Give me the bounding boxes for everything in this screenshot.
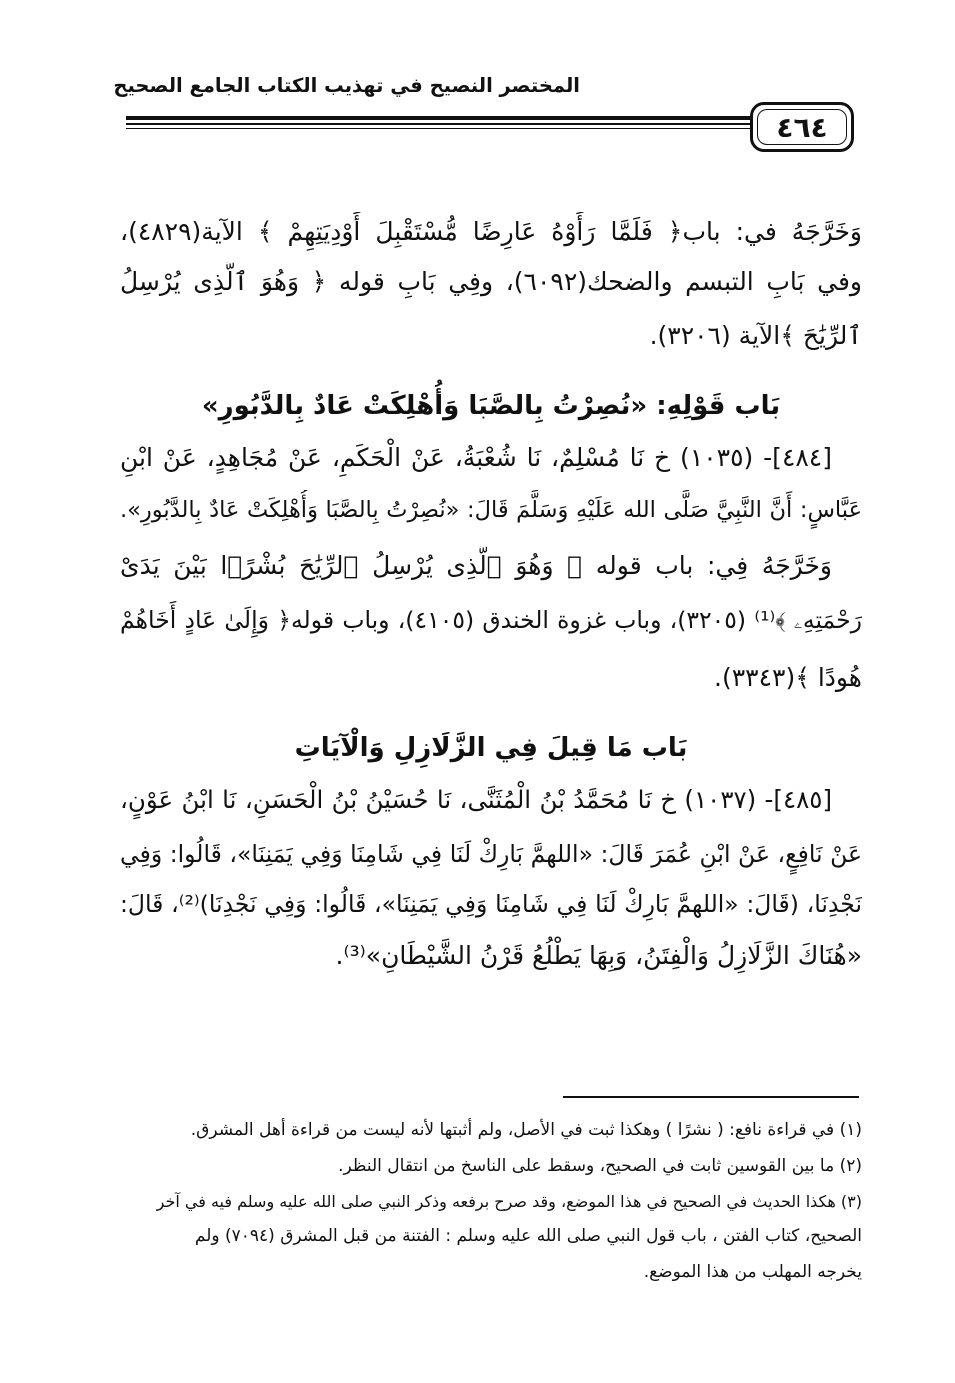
page-number: ٤٦٤ — [750, 102, 854, 152]
hadith-line: [٤٨٥]- (١٠٣٧) خ نَا مُحَمَّدُ بْنُ الْمُثَنَّى، نَا حُسَيْنُ بْنُ الْحَسَنِ، نَا ابْنُ عَوْنٍ، — [120, 785, 832, 814]
body-line: وَخَرَّجَهُ في: باب﴿ فَلَمَّا رَأَوْهُ عَارِضًا مُّسْتَقْبِلَ أَوْدِيَتِهِمْ ﴾ الآية(٤٨٢٩)، — [120, 217, 862, 246]
hadith-line: عَبَّاسٍ: أَنَّ النَّبِيَّ صَلَّى الله عَلَيْهِ وَسَلَّمَ قَالَ: «نُصِرْتُ بِالصَّبَا وَأُهْلِكَتْ عَادٌ بِالدَّبُورِ». — [120, 497, 862, 523]
body-line: هُودًا ﴾(٣٣٤٣). — [714, 663, 862, 692]
section-heading: بَاب قَوْلِهِ: «نُصِرْتُ بِالصَّبَا وَأُهْلِكَتْ عَادٌ بِالدَّبُورِ» — [201, 391, 781, 421]
header-rule — [126, 123, 752, 125]
section-heading: بَاب مَا قِيلَ فِي الزَّلَازِلِ وَالْآيَاتِ — [294, 733, 688, 763]
hadith-line: [٤٨٤]- (١٠٣٥) خ نَا مُسْلِمٌ، نَا شُعْبَةُ، عَنْ الْحَكَمِ، عَنْ مُجَاهِدٍ، عَنْ ابْنِ — [120, 443, 832, 472]
hadith-line: «هُنَاكَ الزَّلَازِلُ وَالْفِتَنُ، وَبِهَا يَطْلُعُ قَرْنُ الشَّيْطَانِ»⁽³⁾. — [335, 941, 862, 970]
body-line: وَخَرَّجَهُ فِي: باب قوله ﴿ وَهُوَ ٱلَّذِى يُرْسِلُ ٱلرِّيَٰحَ بُشْرًۢا بَيْنَ يَدَىْ — [120, 551, 832, 580]
hadith-line: عَنْ نَافِعٍ، عَنْ ابْنِ عُمَرَ قَالَ: «اللهمَّ بَارِكْ لَنَا فِي شَامِنَا وَفِي يَمَنِنَا»، قَالُوا: وَفِي — [120, 840, 862, 868]
header-rule — [126, 116, 752, 120]
footnote: (٣) هكذا الحديث في الصحيح في هذا الموضع، وقد صرح برفعه وذكر النبي صلى الله عليه وسلم فيه في آخر — [156, 1192, 862, 1211]
body-line: ٱلرِّيَٰحَ ﴾الآية (٣٢٠٦). — [649, 321, 862, 350]
footnote: (٢) ما بين القوسين ثابت في الصحيح، وسقط على الناسخ من انتقال النظر. — [338, 1156, 862, 1176]
header-rule — [126, 128, 752, 129]
footnote: (١) في قراءة نافع: ( نشرًا ) وهكذا ثبت في الأصل، ولم أثبتها لأنه ليست من قراءة أهل المشرق. — [190, 1120, 862, 1140]
footnote: الصحيح، كتاب الفتن ، باب قول النبي صلى الله عليه وسلم : الفتنة من قبل المشرق (٧٠٩٤) ولم — [194, 1226, 862, 1246]
footnote-separator — [563, 1096, 859, 1098]
footnote: يخرجه المهلب من هذا الموضع. — [643, 1262, 862, 1282]
body-line: وفي بَابِ التبسم والضحك(٦٠٩٢)، وفِي بَابِ قوله ﴿ وَهُوَ ٱلَّذِى يُرْسِلُ — [120, 267, 862, 296]
running-title: المختصر النصيح في تهذيب الكتاب الجامع الصحيح — [113, 74, 580, 97]
hadith-line: نَجْدِنَا، (قَالَ: «اللهمَّ بَارِكْ لَنَا فِي شَامِنَا وَفِي يَمَنِنَا»، قَالُوا: وَفِي نَجْدِنَا)⁽²⁾، قَالَ: — [120, 890, 862, 918]
body-line: رَحْمَتِهِۦ ﴾⁽¹⁾ (٣٢٠٥)، وباب غزوة الخندق (٤١٠٥)، وباب قوله﴿ وَإِلَىٰ عَادٍ أَخَاهُمْ — [120, 606, 862, 634]
